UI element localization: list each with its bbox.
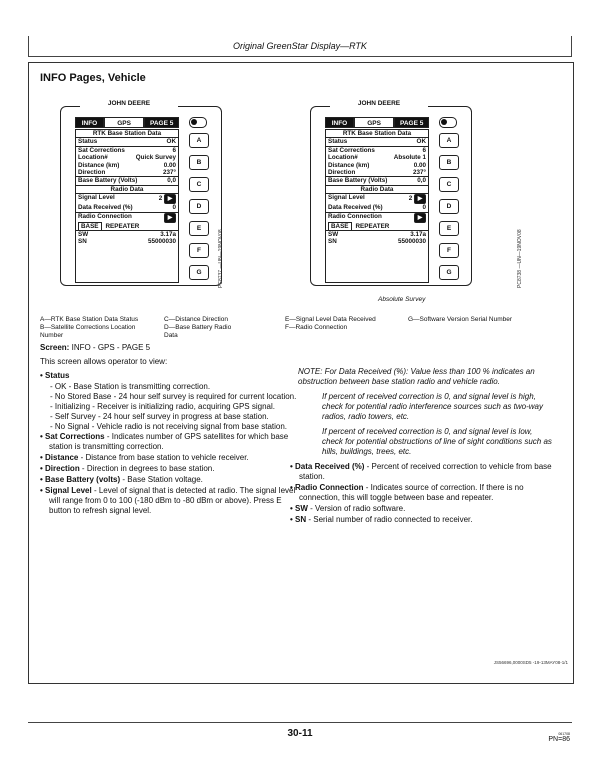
softkey-g[interactable]: G	[439, 265, 459, 280]
status-item-ok: - OK - Base Station is transmitting correction.	[50, 382, 211, 391]
tab-gps[interactable]: GPS	[354, 117, 394, 128]
figure-caption: Absolute Survey	[378, 296, 426, 303]
status-item-initializing: - Initializing - Receiver is initializing radio, acquiring GPS signal.	[50, 402, 275, 411]
tab-gps[interactable]: GPS	[104, 117, 144, 128]
softkey-e[interactable]: E	[189, 221, 209, 236]
tab-page[interactable]: PAGE 5	[394, 117, 429, 128]
lcd-row-battery: Base Battery (Volts) 0,0	[328, 177, 426, 185]
softkey-d[interactable]: D	[439, 199, 459, 214]
lcd-row-sw: SW 3.17a	[328, 231, 426, 239]
status-item-no-stored-base: - No Stored Base - 24 hour self survey is required for current location.	[50, 392, 297, 401]
footer-rule	[28, 722, 572, 723]
refresh-arrow-icon: ▶	[414, 194, 426, 204]
lcd-row-received: Data Received (%) 0	[328, 204, 426, 212]
left-column	[40, 343, 300, 517]
lcd-row-signal: Signal Level 2 ▶	[76, 193, 178, 204]
running-title: Original GreenStar Display—RTK	[233, 41, 367, 51]
lcd-row-distance: Distance (km) 0.00	[328, 161, 426, 169]
lcd-row-sat: Sat Corrections 6	[328, 146, 426, 154]
display-tabs	[325, 117, 429, 128]
softkey-f[interactable]: F	[439, 243, 459, 258]
status-item-self-survey: - Self Survey - 24 hour self survey in progress at base station.	[50, 412, 269, 421]
item-base-battery: • Base Battery (volts) - Base Station voltage.	[40, 475, 300, 485]
lcd-row-received: Data Received (%) 0	[78, 204, 176, 212]
tab-info[interactable]: INFO	[325, 117, 354, 128]
lcd-row-location: Location# Quick Survey	[78, 154, 176, 162]
legend-d: D—Base Battery Radio Data	[164, 324, 232, 339]
toggle-icon[interactable]	[189, 117, 207, 128]
lcd-row-sat: Sat Corrections 6	[78, 146, 176, 154]
image-code: PC8738 —UN—19NOV08	[517, 229, 523, 288]
softkey-e[interactable]: E	[439, 221, 459, 236]
softkey-d[interactable]: D	[189, 199, 209, 214]
lcd-row-sn: SN 55000030	[328, 238, 426, 246]
legend-b: B—Satellite Corrections Location Number	[40, 324, 136, 339]
page-number: 30-11	[287, 728, 313, 739]
legend-c-d	[164, 316, 244, 340]
lcd-row-distance: Distance (km) 0.00	[78, 161, 176, 169]
toggle-icon[interactable]	[439, 117, 457, 128]
item-signal-level: • Signal Level - Level of signal that is detected at radio. The signal level will range from 0 to 100 (-180 dBm to -80 dBm or above). Press E button to refresh signal level.	[40, 486, 300, 516]
display-screen-absolute-survey	[310, 100, 474, 288]
lcd-radio-heading: Radio Data	[76, 185, 178, 193]
tab-page[interactable]: PAGE 5	[144, 117, 179, 128]
item-sw: • SW - Version of radio software.	[290, 504, 555, 514]
lcd-row-connection: Radio Connection ▶	[76, 212, 178, 223]
lcd-row-battery: Base Battery (Volts) 0,0	[78, 177, 176, 185]
lcd-row-signal: Signal Level 2 ▶	[326, 193, 428, 204]
item-data-received: • Data Received (%) - Percent of received correction to vehicle from base station.	[290, 462, 555, 482]
intro-text: This screen allows operator to view:	[40, 357, 168, 366]
lcd-row-direction: Direction 237°	[78, 169, 176, 177]
lcd-heading: RTK Base Station Data	[342, 130, 412, 137]
lcd-heading: RTK Base Station Data	[92, 130, 162, 137]
lcd-row-status: Status OK	[328, 138, 426, 146]
image-code: PC8737 —UN—19NOV08	[218, 229, 224, 288]
item-direction: • Direction - Direction in degrees to base station.	[40, 464, 300, 474]
brand-label: JOHN DEERE	[330, 100, 428, 107]
lcd-row-sn: SN 55000030	[78, 238, 176, 246]
lcd-row-base: BASE REPEATER	[326, 223, 428, 230]
lcd-radio-heading: Radio Data	[326, 185, 428, 193]
legend-g-block	[408, 316, 518, 324]
lcd-row-connection: Radio Connection ▶	[326, 212, 428, 223]
softkey-b[interactable]: B	[439, 155, 459, 170]
lcd-panel	[325, 129, 429, 283]
screen-line: Screen: INFO - GPS - PAGE 5	[40, 343, 151, 352]
softkey-a[interactable]: A	[189, 133, 209, 148]
note-interference: If percent of received correction is 0, and signal level is high, check for potential radio interference sources such as two-way radios, radio towers, etc.	[322, 392, 543, 421]
legend-g: G—Software Version Serial Number	[408, 316, 513, 323]
lcd-panel	[75, 129, 179, 283]
softkey-c[interactable]: C	[189, 177, 209, 192]
display-screen-quick-survey	[60, 100, 224, 288]
softkey-b[interactable]: B	[189, 155, 209, 170]
monitor-bezel	[310, 106, 472, 286]
lcd-row-status: Status OK	[78, 138, 176, 146]
monitor-bezel	[60, 106, 222, 286]
lcd-row-location: Location# Absolute 1	[328, 154, 426, 162]
lcd-row-direction: Direction 237°	[328, 169, 426, 177]
pn-label: 061708 PN=86	[548, 732, 570, 743]
brand-label: JOHN DEERE	[80, 100, 178, 107]
note-block	[290, 367, 555, 457]
legend-e-f	[285, 316, 395, 332]
item-sat-corrections: • Sat Corrections - Indicates number of GPS satellites for which base station is transmitting correction.	[40, 432, 300, 452]
status-heading: • Status	[40, 371, 300, 381]
display-tabs	[75, 117, 179, 128]
legend-a: A—RTK Base Station Data Status	[40, 316, 139, 323]
softkey-a[interactable]: A	[439, 133, 459, 148]
note-data-received: NOTE: For Data Received (%): Value less than 100 % indicates an obstruction between base station radio and vehicle radio.	[298, 367, 535, 386]
lcd-row-base: BASE REPEATER	[76, 223, 178, 230]
header-rule	[28, 56, 572, 57]
legend-c: C—Distance Direction	[164, 316, 228, 323]
item-sn: • SN - Serial number of radio connected to receiver.	[290, 515, 555, 525]
lcd-row-sw: SW 3.17a	[78, 231, 176, 239]
legend-e: E—Signal Level Data Received	[285, 316, 376, 323]
note-obstructions: If percent of received correction is 0, and signal level is low, check for potential obstructions of line of sight conditions such as hills, buildings, trees, etc.	[322, 427, 552, 456]
tab-info[interactable]: INFO	[75, 117, 104, 128]
softkey-f[interactable]: F	[189, 243, 209, 258]
section-title: INFO Pages, Vehicle	[40, 72, 146, 84]
item-distance: • Distance - Distance from base station to vehicle receiver.	[40, 453, 300, 463]
status-item-no-signal: - No Signal - Vehicle radio is not receiving signal from base station.	[50, 422, 288, 431]
legend-f: F—Radio Connection	[285, 324, 348, 331]
right-column	[290, 367, 555, 526]
item-radio-connection: • Radio Connection - Indicates source of correction. If there is no connection, this will toggle between base and repeater.	[290, 483, 555, 503]
softkey-c[interactable]: C	[439, 177, 459, 192]
toggle-arrow-icon: ▶	[414, 213, 426, 223]
legend-a-b	[40, 316, 160, 340]
toggle-arrow-icon: ▶	[164, 213, 176, 223]
document-reference: JS56696,0000SD5 -19-13MAY08-1/1	[493, 660, 568, 665]
softkey-g[interactable]: G	[189, 265, 209, 280]
refresh-arrow-icon: ▶	[164, 194, 176, 204]
